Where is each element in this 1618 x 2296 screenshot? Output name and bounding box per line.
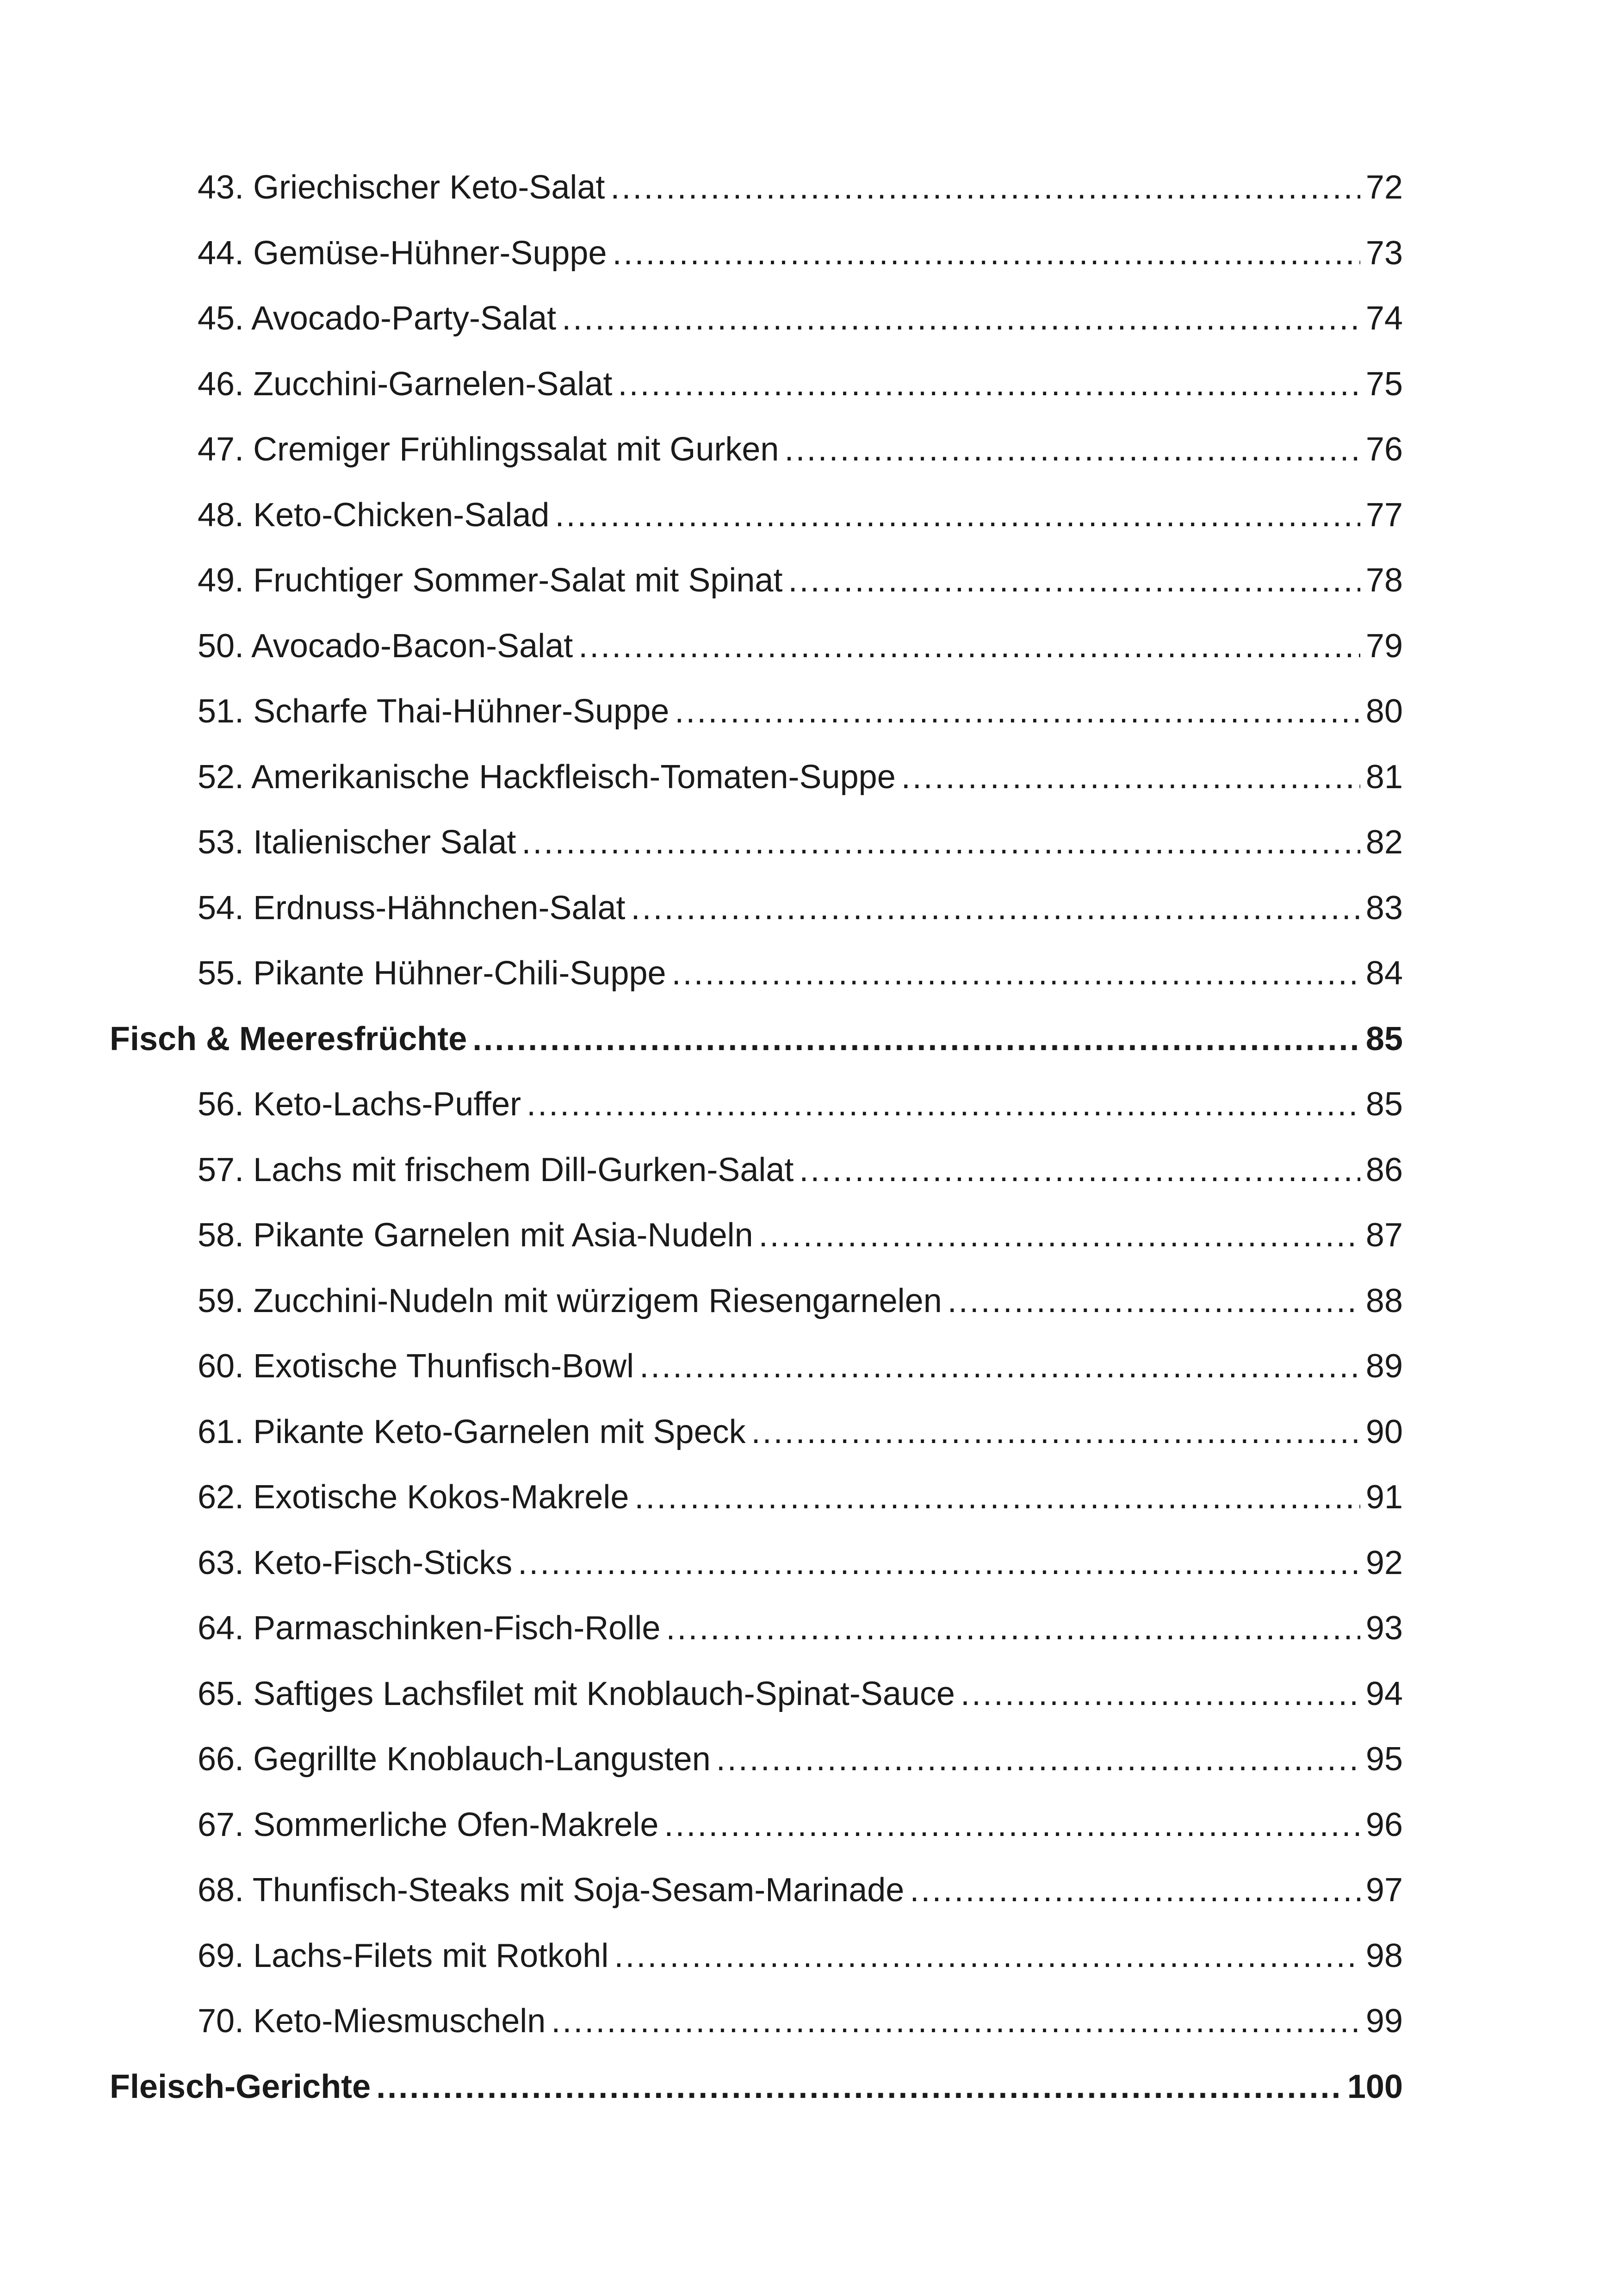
page-number: 95 [1365,1741,1403,1778]
dot-leader [613,230,1360,276]
entry-title: 51. Scharfe Thai-Hühner-Suppe [198,693,670,730]
entry-title: 50. Avocado-Bacon-Salat [198,628,573,665]
entry-title: 56. Keto-Lachs-Puffer [198,1086,521,1123]
page-number: 96 [1365,1806,1403,1843]
toc-entry [153,230,1403,276]
entry-title: 63. Keto-Fisch-Sticks [198,1544,513,1581]
dot-leader [610,164,1360,211]
page-number: 79 [1365,628,1403,665]
page-number: 92 [1365,1544,1403,1581]
entry-title: 46. Zucchini-Garnelen-Salat [198,366,613,403]
dot-leader [521,819,1360,865]
toc-entry [153,754,1403,800]
page-number: 91 [1365,1479,1403,1516]
entry-title: 43. Griechischer Keto-Salat [198,169,605,206]
page-number: 99 [1365,2003,1403,2040]
toc-entry [153,1278,1403,1324]
entry-title: 54. Erdnuss-Hähnchen-Salat [198,890,626,927]
entry-title: 61. Pikante Keto-Garnelen mit Speck [198,1413,746,1450]
page-number: 85 [1365,1086,1403,1123]
entry-title: 49. Fruchtiger Sommer-Salat mit Spinat [198,562,783,599]
page-number: 85 [1365,1020,1403,1058]
page-number: 93 [1365,1610,1403,1647]
page-number: 72 [1365,169,1403,206]
dot-leader [672,950,1360,996]
entry-title: 69. Lachs-Filets mit Rotkohl [198,1937,609,1974]
dot-leader [910,1867,1360,1913]
page-number: 89 [1365,1348,1403,1385]
dot-leader [799,1147,1360,1193]
page-number: 86 [1365,1151,1403,1188]
dot-leader [555,492,1360,538]
dot-leader [666,1605,1360,1651]
page-number: 97 [1365,1872,1403,1909]
entry-title: 52. Amerikanische Hackfleisch-Tomaten-Suppe [198,759,896,796]
page-number: 77 [1365,497,1403,534]
dot-leader [472,1016,1360,1062]
toc-section-heading [110,2064,1403,2110]
toc-entry [153,1933,1403,1979]
toc-entry [153,1409,1403,1455]
toc-entry [153,1343,1403,1389]
toc-entry [153,1147,1403,1193]
toc-entry [153,1736,1403,1782]
toc-entry [153,819,1403,865]
entry-title: 59. Zucchini-Nudeln mit würzigem Riesengarnelen [198,1282,942,1319]
page-number: 87 [1365,1217,1403,1254]
toc-entry [153,164,1403,211]
toc-entry [153,1671,1403,1717]
entry-title: 45. Avocado-Party-Salat [198,300,557,337]
page-number: 73 [1365,235,1403,272]
dot-leader [751,1409,1360,1455]
entry-title: 44. Gemüse-Hühner-Suppe [198,235,607,272]
page-number: 81 [1365,759,1403,796]
toc-entry [153,950,1403,996]
entry-title: 55. Pikante Hühner-Chili-Suppe [198,955,666,992]
entry-title: 62. Exotische Kokos-Makrele [198,1479,629,1516]
dot-leader [901,754,1360,800]
page-number: 88 [1365,1282,1403,1319]
page-number: 84 [1365,955,1403,992]
dot-leader [631,885,1360,931]
toc-entry [153,1474,1403,1520]
page-number: 76 [1365,431,1403,468]
dot-leader [948,1278,1360,1324]
entry-title: 64. Parmaschinken-Fisch-Rolle [198,1610,661,1647]
toc-entry [153,557,1403,604]
page-number: 78 [1365,562,1403,599]
dot-leader [562,295,1360,342]
page-number: 100 [1347,2068,1403,2105]
page-number: 90 [1365,1413,1403,1450]
page-number: 74 [1365,300,1403,337]
entry-title: 60. Exotische Thunfisch-Bowl [198,1348,634,1385]
dot-leader [716,1736,1360,1782]
toc-entry [153,885,1403,931]
dot-leader [518,1540,1360,1586]
dot-leader [961,1671,1360,1717]
entry-title: 58. Pikante Garnelen mit Asia-Nudeln [198,1217,753,1254]
toc-entry [153,1605,1403,1651]
entry-title: 70. Keto-Miesmuscheln [198,2003,546,2040]
toc-entry [153,1081,1403,1127]
dot-leader [614,1933,1360,1979]
entry-title: 65. Saftiges Lachsfilet mit Knoblauch-Spinat-Sauce [198,1675,955,1712]
dot-leader [784,426,1360,473]
toc-section-heading [110,1016,1403,1062]
page-number: 82 [1365,824,1403,861]
dot-leader [578,623,1360,669]
toc-entry [153,1802,1403,1848]
entry-title: 68. Thunfisch-Steaks mit Soja-Sesam-Marinade [198,1872,905,1909]
page-number: 94 [1365,1675,1403,1712]
toc-entry [153,295,1403,342]
dot-leader [675,688,1360,734]
entry-title: 67. Sommerliche Ofen-Makrele [198,1806,659,1843]
entry-title: 47. Cremiger Frühlingssalat mit Gurken [198,431,779,468]
dot-leader [618,361,1360,407]
dot-leader [376,2064,1342,2110]
dot-leader [759,1212,1360,1258]
entry-title: 53. Italienischer Salat [198,824,516,861]
dot-leader [664,1802,1360,1848]
entry-title: 48. Keto-Chicken-Salad [198,497,550,534]
page-number: 83 [1365,890,1403,927]
dot-leader [639,1343,1360,1389]
entry-title: 57. Lachs mit frischem Dill-Gurken-Salat [198,1151,794,1188]
toc-entry [153,361,1403,407]
entry-title: 66. Gegrillte Knoblauch-Langusten [198,1741,711,1778]
page-number: 80 [1365,693,1403,730]
page-number: 98 [1365,1937,1403,1974]
section-title: Fleisch-Gerichte [110,2068,371,2105]
toc-entry [153,492,1403,538]
dot-leader [527,1081,1360,1127]
toc-entry [153,1540,1403,1586]
dot-leader [634,1474,1360,1520]
page-number: 75 [1365,366,1403,403]
toc-entry [153,623,1403,669]
toc-entry [153,688,1403,734]
section-title: Fisch & Meeresfrüchte [110,1020,467,1058]
dot-leader [788,557,1360,604]
toc-entry [153,1998,1403,2044]
toc-entry [153,426,1403,473]
dot-leader [551,1998,1360,2044]
toc-entry [153,1212,1403,1258]
toc-entry [153,1867,1403,1913]
